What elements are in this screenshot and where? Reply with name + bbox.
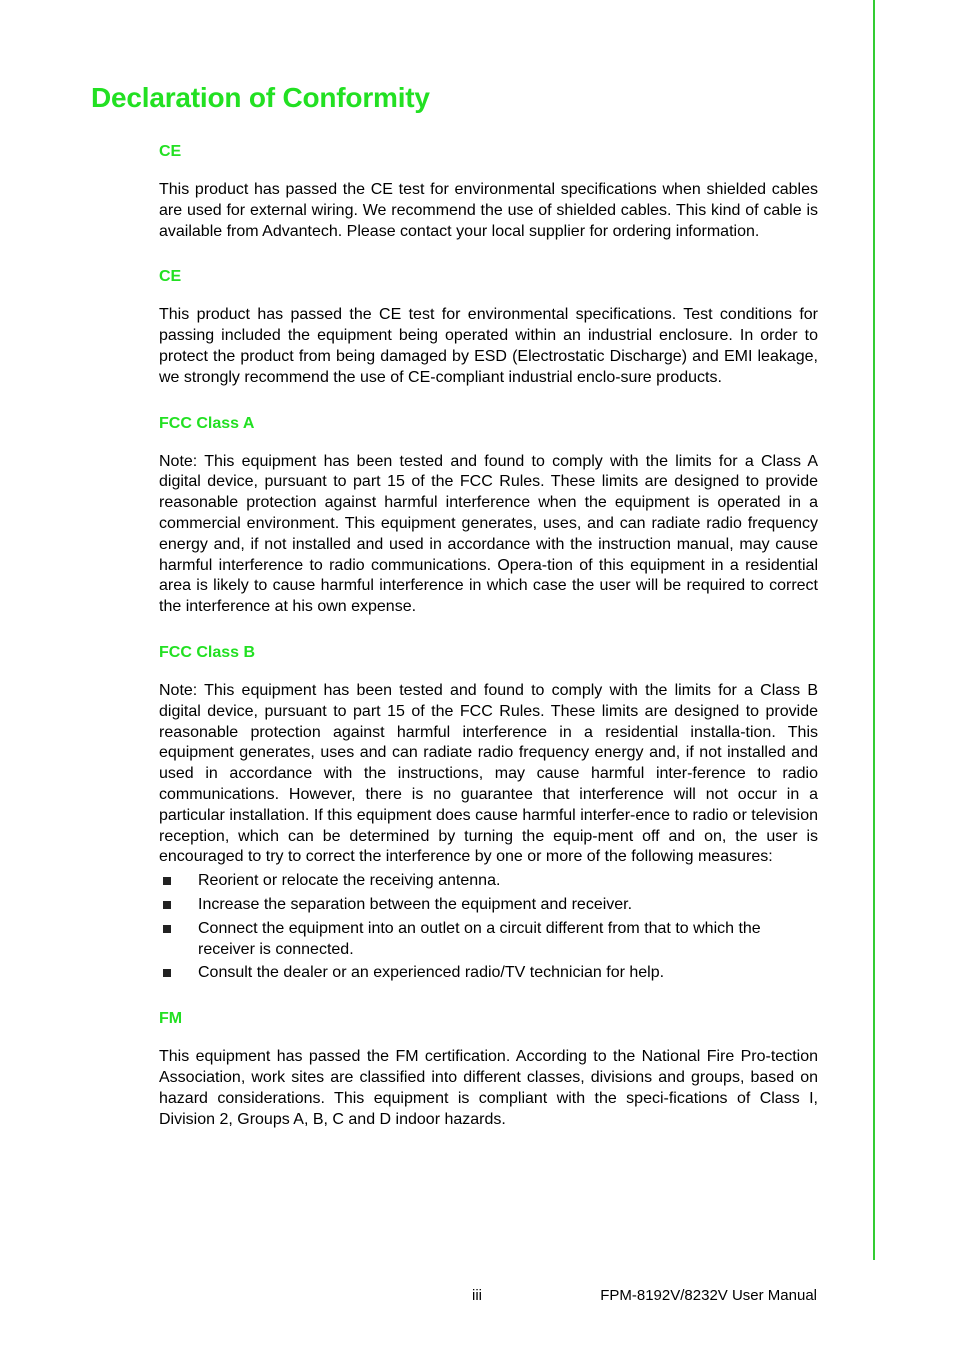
square-bullet-icon [163,925,171,933]
list-item-text: Increase the separation between the equipment and receiver. [198,895,633,913]
list-item [159,963,818,984]
measures-list [159,871,818,984]
section-heading: CE [159,268,182,286]
section-fm [159,1009,818,1130]
page-title: Declaration of Conformity [91,82,430,113]
section-paragraph: Note: This equipment has been tested and found to comply with the limits for a Class A digital device, pursuant to part 15 of the FCC Rules. These limits are designed to provide reasonable protection against harmful interference when the equipment is operated in a commercial environment. This equipment generates, uses, and can radiate radio frequency energy and, if not installed and used in accordance with the instruction manual, may cause harmful interference to radio communications. Opera-tion of this equipment in a residential area is likely to cause harmful interference in which case the user will be required to correct the interference at his own expense. [159,452,818,616]
section-heading: FCC Class B [159,643,256,661]
list-item [159,871,818,892]
list-item-text: Reorient or relocate the receiving antenna. [198,872,501,890]
section-paragraph: This equipment has passed the FM certification. According to the National Fire Pro-tection Association, work sites are classified into different classes, divisions and groups, based on hazard considerations. This equipment is compliant with the speci-fications of Class I, Division 2, Groups A, B, C and D indoor hazards. [159,1048,818,1128]
document-body [159,142,818,1130]
section-paragraph: Note: This equipment has been tested and found to comply with the limits for a Class B digital device, pursuant to part 15 of the FCC Rules. These limits are designed to provide reasonable protection against harmful interference in a residential installa-tion. This equipment generates, uses and can radiate radio frequency energy and, if not installed and used in accordance with the instructions, may cause harmful inter-ference to radio communications. However, there is no guarantee that interference will not occur in a particular installation. If this equipment does cause harmful interfer-ence to radio or television reception, which can be determined by turning the equip-ment off and on, the user is encouraged to try to correct the interference by one or more of the following measures: [159,681,818,866]
list-item [159,895,818,916]
section-heading: FM [159,1010,183,1028]
footer-manual-name: FPM-8192V/8232V User Manual [600,1287,817,1304]
list-item [159,919,818,961]
section-heading: FCC Class A [159,414,255,432]
section-ce-1 [159,142,818,267]
section-fcc-class-a [159,414,818,643]
square-bullet-icon [163,901,171,909]
list-item-text: Connect the equipment into an outlet on a circuit different from that to which the receiver is connected. [198,919,761,958]
section-paragraph: This product has passed the CE test for environmental specifications when shielded cables are used for external wiring. We recommend the use of shielded cables. This kind of cable is available from Advantech. Please contact your local supplier for ordering information. [159,181,818,240]
section-ce-2 [159,267,818,413]
page-edge-rule [873,0,875,1260]
footer-page-number: iii [472,1287,482,1304]
square-bullet-icon [163,969,171,977]
section-heading: CE [159,143,182,160]
section-paragraph: This product has passed the CE test for environmental specifications. Test conditions for passing included the equipment being operated within an industrial enclosure. In order to protect the product from being damaged by ESD (Electrostatic Discharge) and EMI leakage, we strongly recommend the use of CE-compliant industrial enclo-sure products. [159,306,818,386]
list-item-text: Consult the dealer or an experienced radio/TV technician for help. [198,964,665,982]
square-bullet-icon [163,877,171,885]
section-fcc-class-b [159,643,818,1009]
